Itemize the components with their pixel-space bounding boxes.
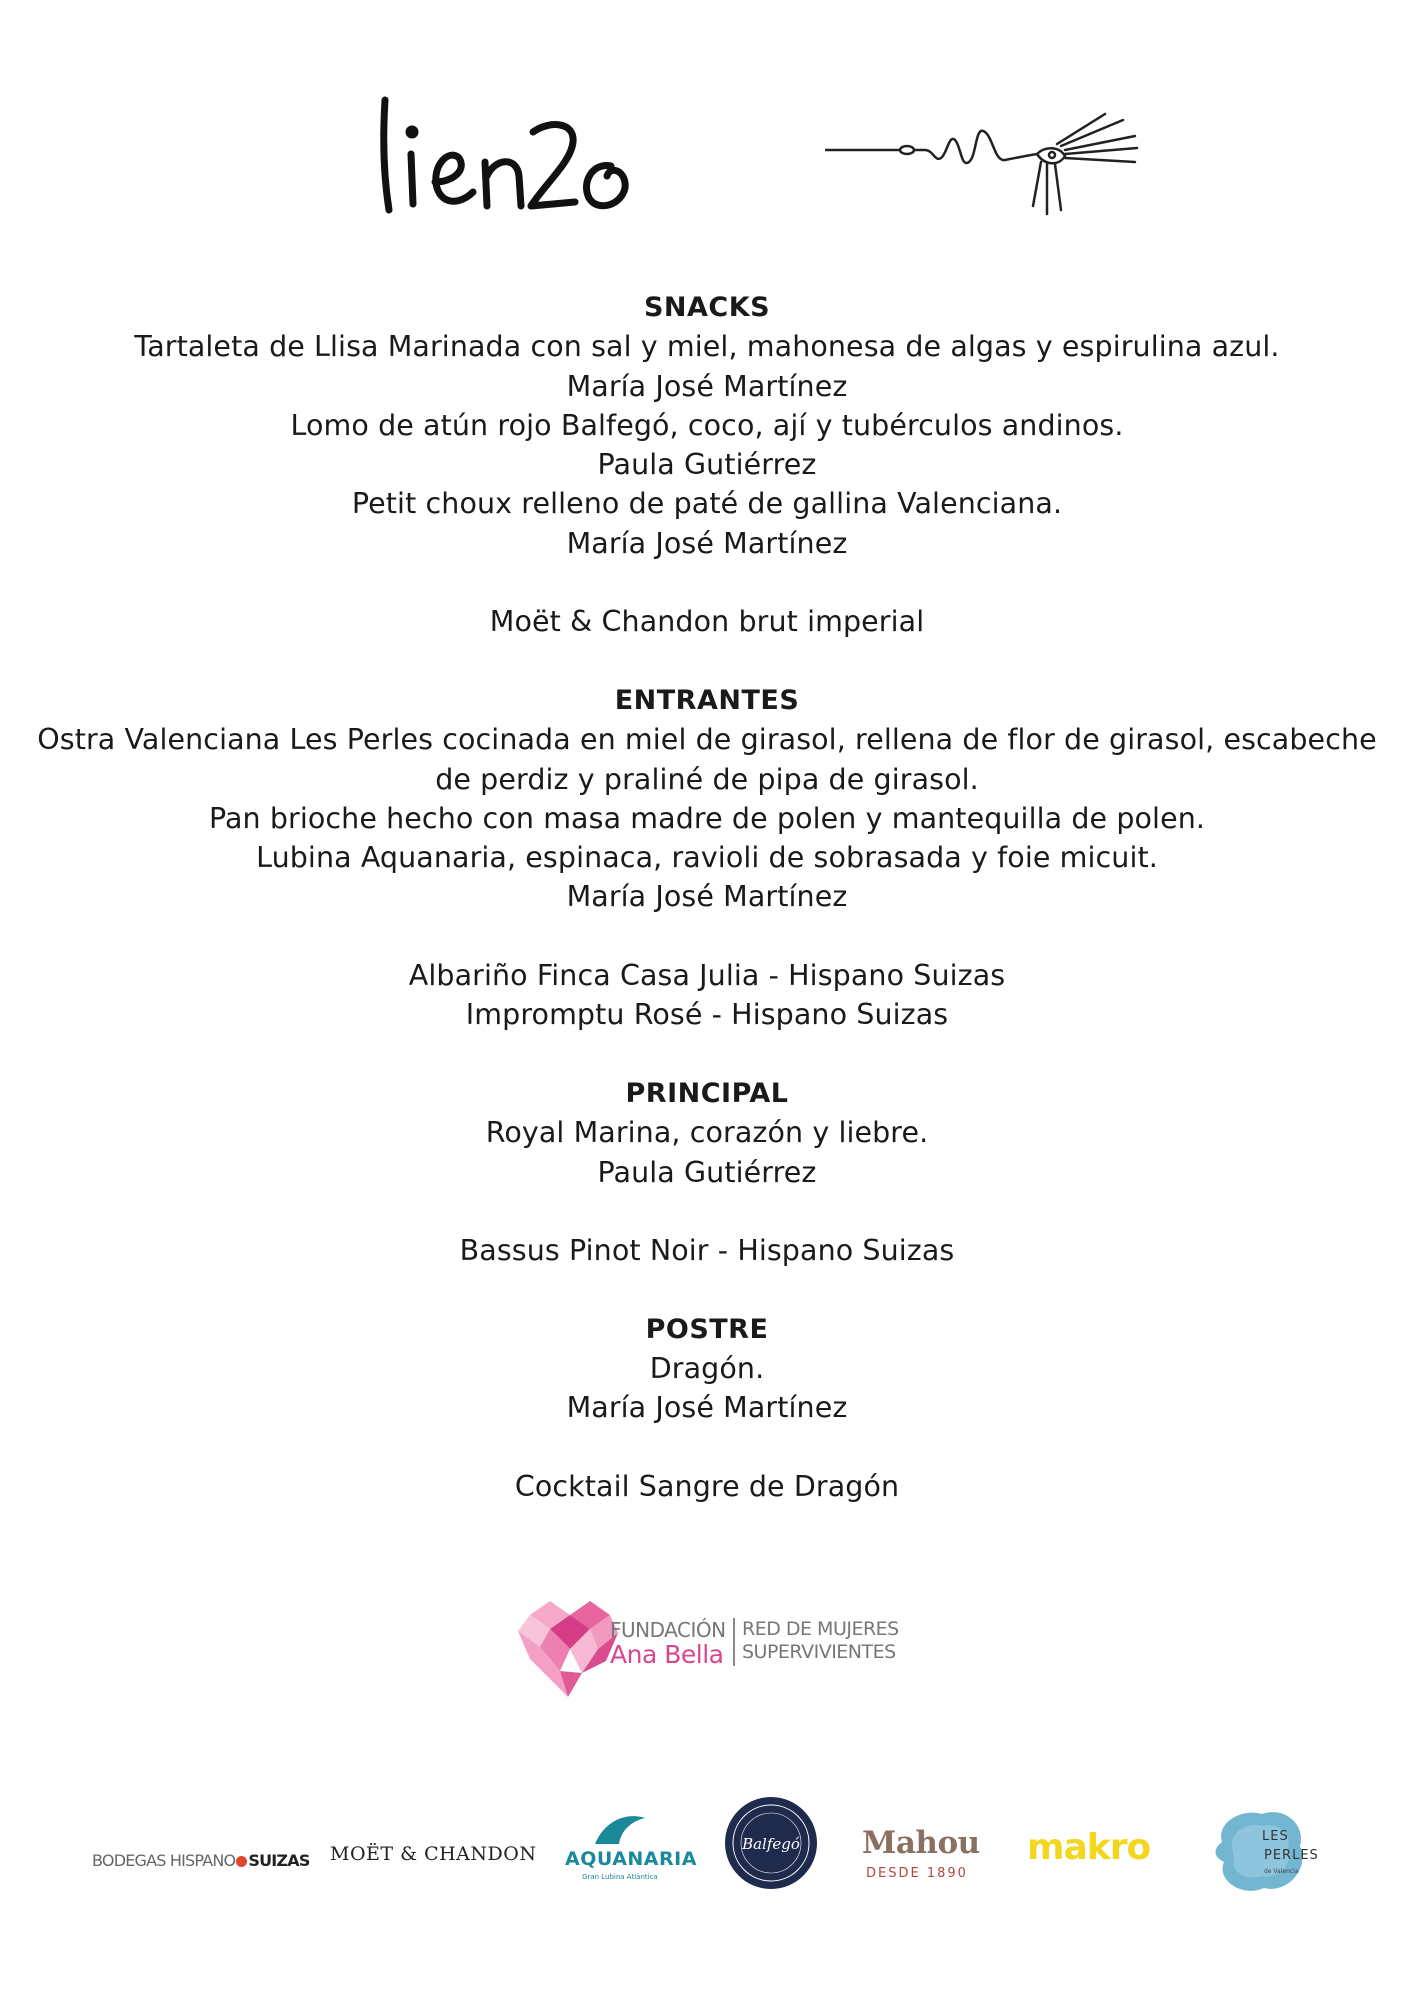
menu-line: Lubina Aquanaria, espinaca, ravioli de sobrasada y foie micuit. xyxy=(256,841,1158,875)
sponsor-makro-logo: makro xyxy=(1027,1827,1151,1868)
sponsor-mahou-logo: Mahou xyxy=(862,1825,980,1861)
sponsor-balfego-text: Balfegó xyxy=(742,1835,800,1853)
section-heading-entrantes: ENTRANTES xyxy=(614,684,800,716)
drink-pairing: Cocktail Sangre de Dragón xyxy=(514,1469,900,1503)
sponsor-les-perles-text: LES xyxy=(1262,1829,1289,1844)
section-heading-postre: POSTRE xyxy=(645,1313,769,1345)
wine-pairing: Moët & Chandon brut imperial xyxy=(489,605,925,639)
sponsor-balfego-logo xyxy=(723,1795,819,1891)
sponsor-hispano-suizas-logo xyxy=(92,1851,310,1870)
section-heading-snacks: SNACKS xyxy=(643,292,771,323)
menu-line: Lomo de atún rojo Balfegó, coco, ají y tubérculos andinos. xyxy=(290,408,1124,442)
dot-icon xyxy=(236,1856,247,1867)
lienzo-logo xyxy=(375,92,675,222)
menu-line: Royal Marina, corazón y liebre. xyxy=(485,1116,929,1150)
foundation-name: FUNDACIÓN xyxy=(610,1618,726,1642)
chef-name: María José Martínez xyxy=(566,526,848,560)
sponsor-mahou-subtitle: DESDE 1890 xyxy=(866,1866,968,1881)
sponsor-moet-chandon-logo: MOËT & CHANDON xyxy=(330,1843,537,1865)
sponsor-text: BODEGAS HISPANO xyxy=(92,1851,236,1870)
menu xyxy=(0,288,1414,1506)
chef-name: María José Martínez xyxy=(566,1391,848,1425)
foundation-tagline: SUPERVIVIENTES xyxy=(742,1641,896,1663)
sponsor-aquanaria-subtitle: Gran Lubina Atlántica xyxy=(582,1873,658,1881)
menu-line: Tartaleta de Llisa Marinada con sal y miel, mahonesa de algas y espirulina azul. xyxy=(134,330,1280,364)
menu-line: Ostra Valenciana Les Perles cocinada en miel de girasol, rellena de flor de girasol, escabeche de perdiz y praliné de pipa de girasol. xyxy=(37,723,1377,796)
sponsor-les-perles-text: PERLES xyxy=(1264,1848,1319,1863)
divider xyxy=(733,1618,735,1666)
menu-line: Petit choux relleno de paté de gallina Valenciana. xyxy=(351,487,1063,521)
wine-pairing: Bassus Pinot Noir - Hispano Suizas xyxy=(459,1234,955,1268)
menu-line: Dragón. xyxy=(649,1352,765,1386)
chef-name: María José Martínez xyxy=(566,369,848,403)
sponsor-text: SUIZAS xyxy=(248,1851,310,1870)
sponsor-les-perles-subtitle: de Valencia xyxy=(1264,1868,1299,1875)
section-heading-principal: PRINCIPAL xyxy=(625,1077,789,1109)
nazca-line-icon xyxy=(825,110,1140,220)
wine-pairing: Albariño Finca Casa Julia - Hispano Suizas xyxy=(408,959,1006,993)
foundation-tagline: RED DE MUJERES xyxy=(742,1618,899,1640)
chef-name: María José Martínez xyxy=(566,880,848,914)
menu-line: Pan brioche hecho con masa madre de polen y mantequilla de polen. xyxy=(208,801,1206,835)
wine-pairing: Impromptu Rosé - Hispano Suizas xyxy=(465,998,949,1032)
chef-name: Paula Gutiérrez xyxy=(597,448,817,482)
sponsor-aquanaria-logo: AQUANARIA xyxy=(565,1848,697,1870)
foundation-name-ana-bella: Ana Bella xyxy=(610,1640,724,1669)
chef-name: Paula Gutiérrez xyxy=(597,1155,817,1189)
